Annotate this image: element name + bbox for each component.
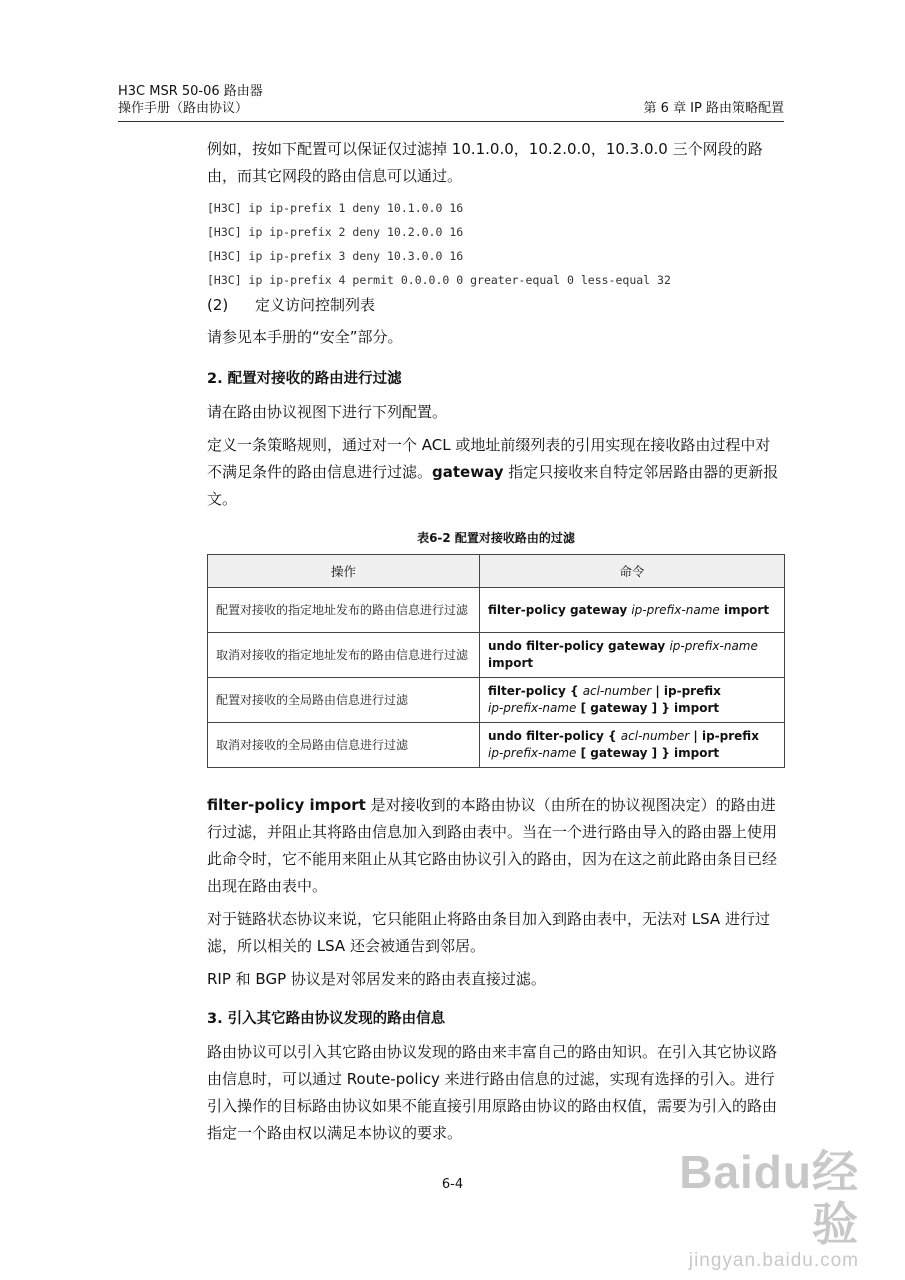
column-header-command: 命令 (480, 555, 785, 588)
code-line: [H3C] ip ip-prefix 4 permit 0.0.0.0 0 greater-equal 0 less-equal 32 (207, 273, 671, 287)
section-2-paragraph: 定义一条策略规则，通过对一个 ACL 或地址前缀列表的引用实现在接收路由过程中对不满足条件的路由信息进行过滤。gateway 指定只接收来自特定邻居路由器的更新报文。 (207, 436, 779, 508)
gateway-keyword: gateway (432, 463, 504, 481)
acl-subheading (207, 292, 785, 318)
operation-cell: 取消对接收的全局路由信息进行过滤 (208, 723, 480, 768)
command-table (207, 554, 785, 768)
column-header-operation: 操作 (208, 555, 480, 588)
watermark-logo: Baidu经验 (679, 1146, 859, 1250)
page-header (118, 83, 784, 117)
intro-paragraph: 例如，按如下配置可以保证仅过滤掉 10.1.0.0，10.2.0.0，10.3.0.0 三个网段的路由，而其它网段的路由信息可以通过。 (207, 140, 763, 185)
after-table (207, 792, 785, 993)
code-block (207, 196, 785, 292)
acl-number: (2) (207, 296, 229, 314)
header-rule (118, 121, 784, 122)
section-2-heading: 2. 配置对接收的路由进行过滤 (207, 371, 402, 387)
operation-cell: 配置对接收的全局路由信息进行过滤 (208, 678, 480, 723)
table-header-row (208, 555, 785, 588)
table-row (208, 678, 785, 723)
table-row (208, 633, 785, 678)
command-cell: filter-policy gateway ip-prefix-name import (480, 588, 785, 633)
code-line: [H3C] ip ip-prefix 2 deny 10.2.0.0 16 (207, 225, 464, 239)
filter-policy-paragraph: filter-policy import 是对接收到的本路由协议（由所在的协议视图决定）的路由进行过滤，并阻止其将路由信息加入到路由表中。当在一个进行路由导入的路由器上使用此命令时，它不能用来阻止从其它路由协议引入的路由，因为在这之前此路由条目已经出现在路由表中。 (207, 796, 778, 895)
section-3-paragraph: 路由协议可以引入其它路由协议发现的路由来丰富自己的路由知识。在引入其它协议路由信息时，可以通过 Route-policy 来进行路由信息的过滤，实现有选择的引入。进行引入操作的目标路由协议如果不能直接引用原路由协议的路由权值，需要为引入的路由指定一个路由权以满足本协议的要求。 (207, 1043, 778, 1142)
header-line2 (118, 100, 784, 117)
table-row (208, 588, 785, 633)
baidu-watermark (639, 1146, 859, 1271)
manual-title: H3C MSR 50-06 路由器 (118, 84, 263, 99)
command-cell: filter-policy { acl-number | ip-prefix ip-prefix-name [ gateway ] } import (480, 678, 785, 723)
page-content (207, 136, 785, 1153)
table-row (208, 723, 785, 768)
chapter-title: 第 6 章 IP 路由策略配置 (643, 101, 784, 116)
command-cell: undo filter-policy { acl-number | ip-prefix ip-prefix-name [ gateway ] } import (480, 723, 785, 768)
section-3-heading: 3. 引入其它路由协议发现的路由信息 (207, 1011, 446, 1027)
watermark-url: jingyan.baidu.com (688, 1250, 859, 1271)
rip-bgp-paragraph: RIP 和 BGP 协议是对邻居发来的路由表直接过滤。 (207, 970, 546, 988)
section-2-intro: 请在路由协议视图下进行下列配置。 (207, 403, 448, 421)
code-line: [H3C] ip ip-prefix 3 deny 10.3.0.0 16 (207, 249, 464, 263)
operation-cell: 取消对接收的指定地址发布的路由信息进行过滤 (208, 633, 480, 678)
operation-cell: 配置对接收的指定地址发布的路由信息进行过滤 (208, 588, 480, 633)
code-line: [H3C] ip ip-prefix 1 deny 10.1.0.0 16 (207, 201, 464, 215)
link-state-paragraph: 对于链路状态协议来说，它只能阻止将路由条目加入到路由表中，无法对 LSA 进行过滤，所以相关的 LSA 还会被通告到邻居。 (207, 910, 770, 955)
manual-subtitle: 操作手册（路由协议） (118, 101, 249, 116)
acl-paragraph: 请参见本手册的“安全”部分。 (207, 328, 403, 346)
page-number: 6-4 (441, 1177, 464, 1192)
filter-policy-keyword: filter-policy import (207, 796, 366, 814)
table-caption: 表6-2 配置对接收路由的过滤 (417, 531, 575, 545)
acl-title: 定义访问控制列表 (255, 296, 376, 314)
command-cell: undo filter-policy gateway ip-prefix-name import (480, 633, 785, 678)
